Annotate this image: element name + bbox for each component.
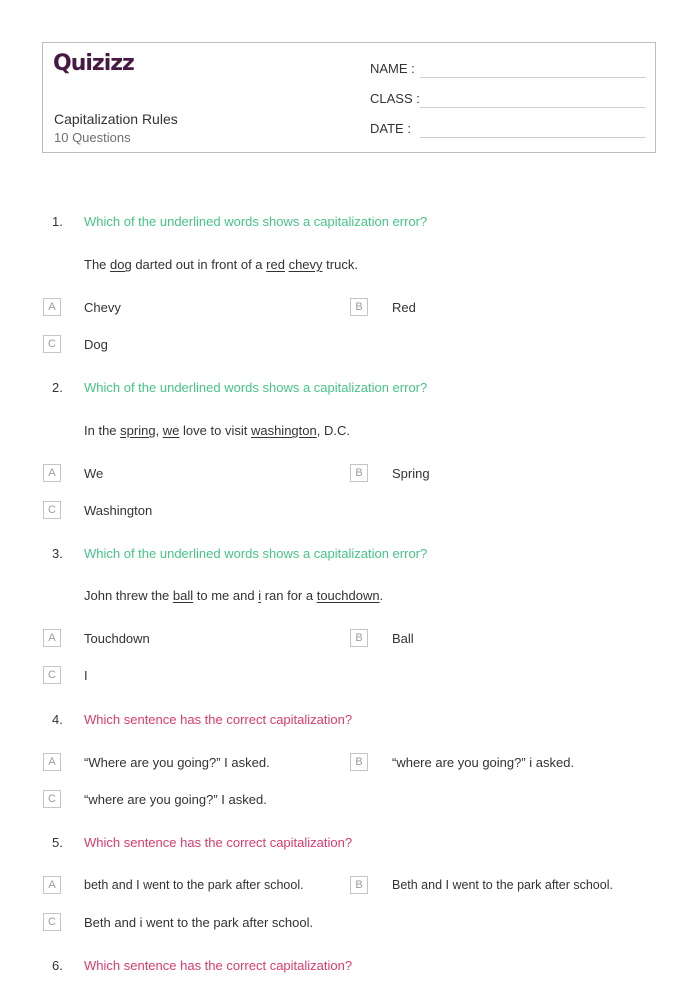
option-text[interactable]: Chevy xyxy=(84,300,121,315)
option-text[interactable]: I xyxy=(84,668,88,683)
option-letter-box[interactable]: A xyxy=(43,464,61,482)
question-prompt: John threw the ball to me and i ran for a touchdown. xyxy=(84,588,384,603)
option-letter-box[interactable]: C xyxy=(43,335,61,353)
option-letter-box[interactable]: A xyxy=(43,629,61,647)
question-number: 5. xyxy=(52,835,63,850)
question-text: Which of the underlined words shows a capitalization error? xyxy=(84,380,428,395)
option-text[interactable]: Red xyxy=(392,300,416,315)
question-text: Which sentence has the correct capitalization? xyxy=(84,712,353,727)
option-letter-box[interactable]: B xyxy=(350,298,368,316)
option-letter-box[interactable]: A xyxy=(43,876,61,894)
option-letter-box[interactable]: C xyxy=(43,790,61,808)
question-count: 10 Questions xyxy=(54,130,131,145)
date-field[interactable] xyxy=(420,137,646,138)
question-number: 3. xyxy=(52,546,63,561)
worksheet-title: Capitalization Rules xyxy=(54,111,178,127)
question-text: Which of the underlined words shows a capitalization error? xyxy=(84,214,428,229)
option-letter-box[interactable]: B xyxy=(350,753,368,771)
class-field[interactable] xyxy=(420,107,646,108)
option-text[interactable]: Ball xyxy=(392,631,414,646)
date-label: DATE : xyxy=(370,121,411,136)
option-text[interactable]: “Where are you going?” I asked. xyxy=(84,755,270,770)
question-prompt: The dog darted out in front of a red chevy truck. xyxy=(84,257,358,272)
question-text: Which sentence has the correct capitalization? xyxy=(84,958,353,973)
option-text[interactable]: Spring xyxy=(392,466,430,481)
name-label: NAME : xyxy=(370,61,415,76)
option-letter-box[interactable]: B xyxy=(350,629,368,647)
option-text[interactable]: Touchdown xyxy=(84,631,150,646)
option-text[interactable]: “where are you going?” i asked. xyxy=(392,755,575,770)
question-number: 4. xyxy=(52,712,63,727)
option-text[interactable]: We xyxy=(84,466,104,481)
option-text[interactable]: Washington xyxy=(84,503,153,518)
question-text: Which sentence has the correct capitalization? xyxy=(84,835,353,850)
option-letter-box[interactable]: C xyxy=(43,501,61,519)
question-number: 6. xyxy=(52,958,63,973)
class-label: CLASS : xyxy=(370,91,420,106)
option-text[interactable]: Beth and I went to the park after school. xyxy=(392,878,613,892)
question-number: 2. xyxy=(52,380,63,395)
name-field[interactable] xyxy=(420,77,646,78)
option-letter-box[interactable]: C xyxy=(43,913,61,931)
question-number: 1. xyxy=(52,214,63,229)
option-letter-box[interactable]: B xyxy=(350,464,368,482)
question-prompt: In the spring, we love to visit washington, D.C. xyxy=(84,423,350,438)
worksheet-header xyxy=(42,42,656,153)
option-letter-box[interactable]: A xyxy=(43,298,61,316)
option-text[interactable]: Beth and i went to the park after school. xyxy=(84,915,314,930)
option-text[interactable]: “where are you going?” I asked. xyxy=(84,792,267,807)
option-text[interactable]: beth and I went to the park after school. xyxy=(84,878,304,892)
option-letter-box[interactable]: C xyxy=(43,666,61,684)
quizizz-logo: Quizizz xyxy=(53,51,134,76)
option-text[interactable]: Dog xyxy=(84,337,108,352)
option-letter-box[interactable]: B xyxy=(350,876,368,894)
question-text: Which of the underlined words shows a capitalization error? xyxy=(84,546,428,561)
option-letter-box[interactable]: A xyxy=(43,753,61,771)
